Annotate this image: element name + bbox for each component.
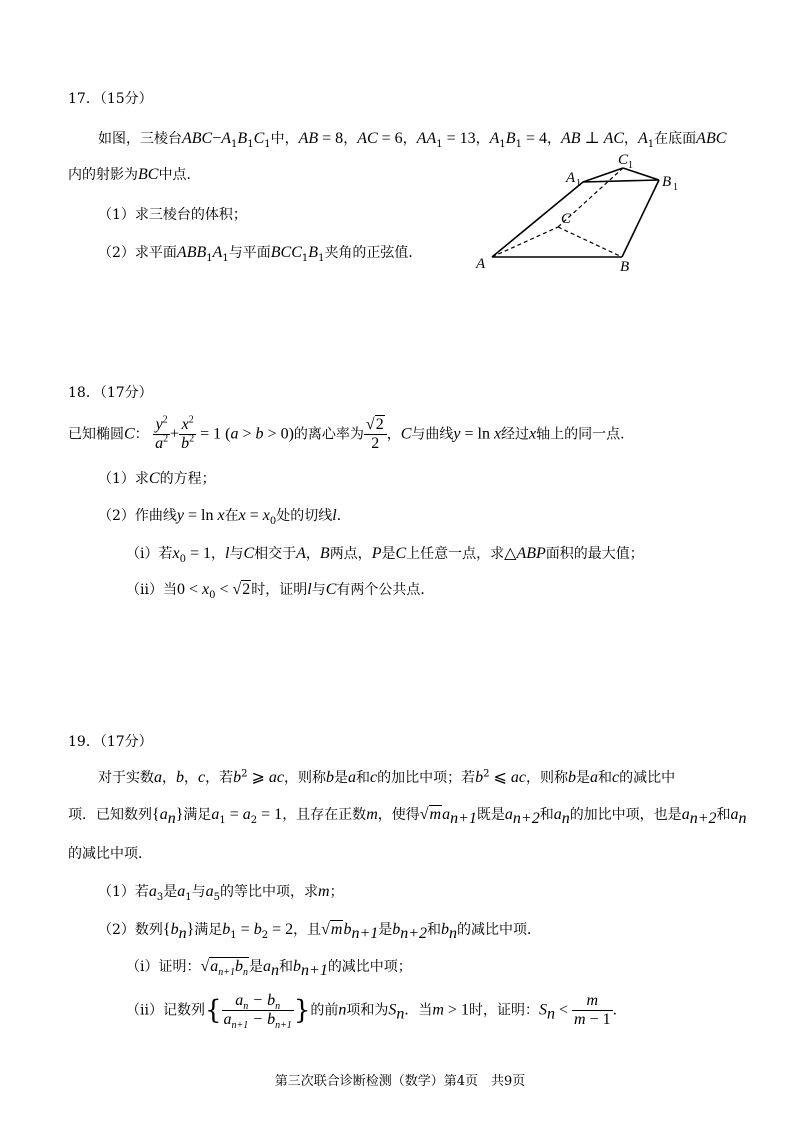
p18-qii: （ii）当$0 < x_0 < √2$时，证明l与C有两个公共点． — [126, 581, 435, 601]
p17-header: 17．（15分） — [68, 91, 153, 107]
frustum-figure — [470, 150, 690, 275]
p19-line1: 对于实数a，b，c，若$b^2$ ⩾ ac，则称b是a和c的加比中项；若$b^2$ ⩽ ac，则称b是a和c的减比中 — [98, 768, 676, 786]
p18-qi: （i）若$x_0 = 1$，l与C相交于A，B两点，P是C上任意一点，求△ABP面积的最大值； — [126, 545, 644, 565]
p19-line2: 项．已知数列$\{a_n\}$满足$a_1 = a_2 = 1$，且存在正数m，使得$√ma_{n+1}$既是$a_{n+2}$和$a_n$的加比中项，也是$a_{n+2}$和$a_n$ — [68, 806, 747, 827]
label-b1-sub: 1 — [673, 182, 678, 193]
p19-header: 19．（17分） — [68, 734, 153, 750]
p18-q1: （1）求C的方程； — [98, 470, 216, 487]
label-c1: C — [618, 152, 629, 168]
label-c1-sub: 1 — [628, 160, 633, 171]
p19-q1: （1）若$a_3$是$a_1$与$a_5$的等比中项，求m； — [98, 883, 344, 903]
edge-a1c1 — [583, 168, 623, 182]
label-c: C — [561, 211, 572, 227]
edge-cb-hidden — [558, 227, 622, 257]
p19-q2: （2）数列$\{b_n\}$满足$b_1 = b_2 = 2$，且$√mb_{n+1}$是$b_{n+2}$和$b_n$的减比中项． — [98, 921, 542, 942]
p18-q2: （2）作曲线y = ln x在$x = x_0$处的切线l． — [98, 507, 351, 527]
page-footer: 第三次联合诊断检测（数学）第4页 共9页 — [274, 1074, 526, 1089]
label-a1: A — [566, 170, 576, 186]
edge-bb1 — [622, 180, 659, 257]
p17-line2: 内的射影为BC中点． — [68, 166, 201, 183]
p17-line1: 如图，三棱台$ABC-A_1B_1C_1$中，AB = 8，AC = 6，$AA_1 = 13$，$A_1B_1 = 4$，AB ⊥ AC，$A_1$在底面ABC — [98, 130, 727, 150]
p18-line1: 已知椭圆C： $\frac{y^2}{a^2}$ + $\frac{x^2}{b^2}$ = 1 (a > b > 0)的离心率为 $\frac{√2}{2}$ ，C与曲线y = ln x经过x轴上的同一点． — [68, 414, 635, 452]
label-b: B — [620, 259, 630, 275]
p19-line3: 的减比中项． — [68, 846, 152, 862]
p18-header: 18．（17分） — [68, 385, 153, 401]
label-a1-sub: 1 — [576, 178, 581, 189]
p17-q1: （1）求三棱台的体积； — [98, 207, 247, 223]
p17-q2: （2）求平面$ABB_1A_1$与平面$BCC_1B_1$夹角的正弦值． — [98, 244, 423, 264]
label-b1: B — [662, 174, 672, 190]
edge-a1b1 — [583, 180, 659, 182]
edge-ac-hidden — [492, 227, 558, 257]
p19-qii: （ii）记数列{ $\frac{a_n - b_n}{a_{n+1} - b_{n+1}}$ }的前n项和为$S_n$．当m > 1时，证明：$S_n$ < $\frac{m}{m - 1}$ ． — [126, 992, 627, 1032]
p19-qi: （i）证明：$√a_{n+1}b_n$是$a_n$和$b_{n+1}$的减比中项； — [126, 958, 412, 979]
label-a: A — [476, 256, 486, 272]
